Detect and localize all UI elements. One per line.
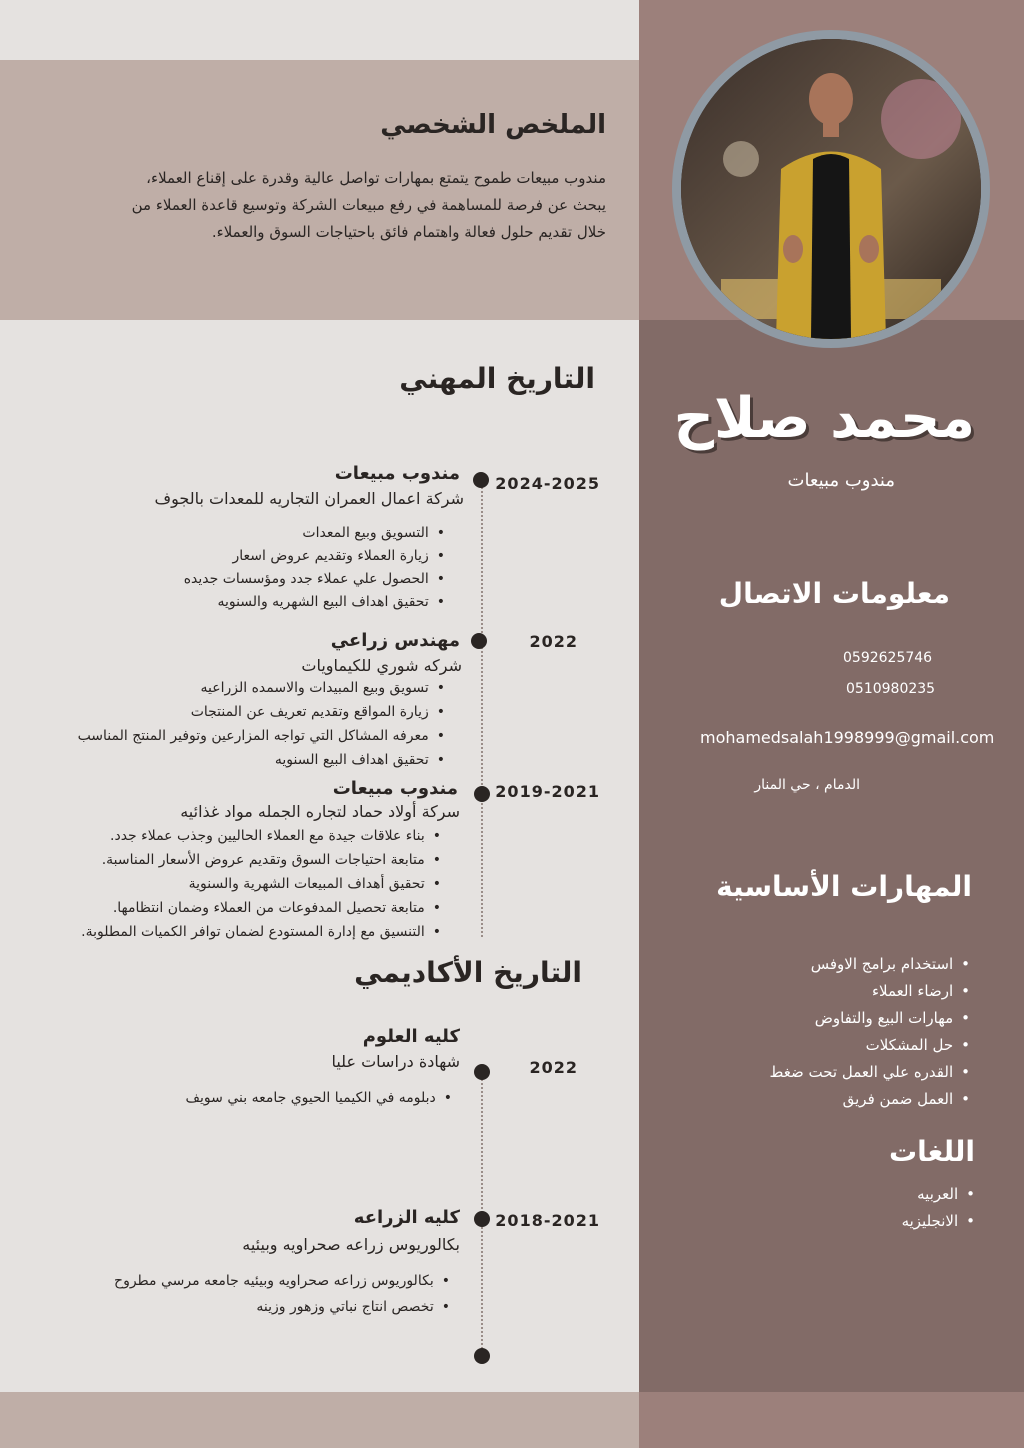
profile-photo	[681, 39, 981, 339]
summary-line: يبحث عن فرصة للمساهمة في رفع مبيعات الشركة وتوسيع قاعدة العملاء من	[131, 196, 606, 214]
language-item: • الانجليزيه	[655, 1212, 975, 1239]
contact-title: معلومات الاتصال	[718, 577, 950, 610]
summary-line: خلال تقديم حلول فعالة واهتمام فائق باحتياجات السوق والعملاء.	[211, 223, 606, 241]
timeline-dot	[474, 786, 490, 802]
experience-title: التاريخ المهني	[399, 362, 595, 395]
entry-degree: شهادة دراسات عليا	[331, 1052, 460, 1071]
phone-1[interactable]: 0592625746	[843, 650, 933, 666]
entry-years: 2018-2021	[495, 1211, 600, 1230]
skill-item: • مهارات البيع والتفاوض	[650, 1009, 970, 1036]
list-item: • زيارة المواقع وتقديم تعريف عن المنتجات	[20, 704, 445, 728]
entry-items	[20, 1090, 452, 1114]
list-item: • الحصول علي عملاء جدد ومؤسسات جديده	[20, 571, 445, 594]
entry-degree: بكالوريوس زراعه صحراويه وبيئيه	[242, 1235, 460, 1254]
timeline-dot	[474, 1211, 490, 1227]
list-item: • تسويق وبيع المبيدات والاسمده الزراعيه	[20, 680, 445, 704]
entry-items	[110, 1270, 450, 1318]
list-item: • التنسيق مع إدارة المستودع لضمان توافر الكميات المطلوبة.	[20, 924, 441, 948]
languages-list	[655, 1185, 975, 1239]
address: الدمام ، حي المنار	[754, 777, 860, 793]
timeline-dot	[473, 472, 489, 488]
list-item: • دبلومه في الكيميا الحيوي جامعه بني سويف	[20, 1090, 452, 1114]
list-item: • تحقيق اهداف البيع الشهريه والسنويه	[20, 594, 445, 617]
entry-role: مندوب مبيعات	[332, 778, 458, 799]
entry-role: مندوب مبيعات	[334, 463, 460, 484]
job-title: مندوب مبيعات	[787, 470, 895, 491]
entry-years: 2022	[529, 1058, 578, 1077]
list-item: • التسويق وبيع المعدات	[20, 525, 445, 548]
footer-band-sidebar	[639, 1392, 1024, 1448]
education-title: التاريخ الأكاديمي	[354, 956, 582, 989]
list-item: • زيارة العملاء وتقديم عروض اسعار	[20, 548, 445, 571]
entry-school: كليه الزراعه	[353, 1207, 460, 1228]
languages-title: اللغات	[889, 1135, 975, 1168]
entry-school: كليه العلوم	[362, 1026, 460, 1047]
skill-item: • القدره علي العمل تحت ضغط	[650, 1063, 970, 1090]
entry-years: 2024-2025	[495, 474, 600, 493]
entry-items	[20, 828, 441, 948]
skill-item: • حل المشكلات	[650, 1036, 970, 1063]
list-item: • متابعة احتياجات السوق وتقديم عروض الأسعار المناسبة.	[20, 852, 441, 876]
entry-company: شركة اعمال العمران التجاريه للمعدات بالجوف	[154, 489, 464, 508]
phone-2[interactable]: 0510980235	[846, 681, 936, 697]
candidate-name: محمد صلاح	[673, 386, 975, 451]
entry-company: شركه شوري للكيماويات	[301, 656, 462, 675]
list-item: • متابعة تحصيل المدفوعات من العملاء وضمان انتظامها.	[20, 900, 441, 924]
summary-line: مندوب مبيعات طموح يتمتع بمهارات تواصل عالية وقدرة على إقناع العملاء،	[146, 169, 606, 187]
email-link[interactable]: mohamedsalah1998999@gmail.com	[700, 728, 995, 747]
list-item: • معرفه المشاكل التي تواجه المزارعين وتوفير المنتج المناسب	[20, 728, 445, 752]
entry-role: مهندس زراعي	[330, 630, 460, 651]
list-item: • بكالوريوس زراعه صحراويه وبيئيه جامعه مرسي مطروح	[110, 1270, 450, 1292]
entry-company: سركة أولاد حماد لتجاره الجمله مواد غذائيه	[180, 802, 460, 821]
language-item: • العربيه	[655, 1185, 975, 1212]
timeline-end-dot	[474, 1348, 490, 1364]
skill-item: • استخدام برامج الاوفس	[650, 955, 970, 982]
list-item: • تخصص انتاج نباتي وزهور وزينه	[110, 1296, 450, 1318]
top-bar	[0, 0, 639, 60]
skill-item: • ارضاء العملاء	[650, 982, 970, 1009]
skills-list	[650, 955, 970, 1117]
skill-item: • العمل ضمن فريق	[650, 1090, 970, 1117]
summary-text	[40, 165, 606, 246]
footer-band	[0, 1392, 639, 1448]
entry-items	[20, 680, 445, 776]
list-item: • تحقيق أهداف المبيعات الشهرية والسنوية	[20, 876, 441, 900]
entry-items	[20, 525, 445, 617]
skills-title: المهارات الأساسية	[716, 870, 972, 903]
summary-title: الملخص الشخصي	[380, 110, 606, 140]
entry-years: 2022	[529, 632, 578, 651]
entry-years: 2019-2021	[495, 782, 600, 801]
list-item: • بناء علاقات جيدة مع العملاء الحاليين وجذب عملاء جدد.	[20, 828, 441, 852]
list-item: • تحقيق اهداف البيع السنويه	[20, 752, 445, 776]
experience-timeline	[481, 482, 483, 937]
